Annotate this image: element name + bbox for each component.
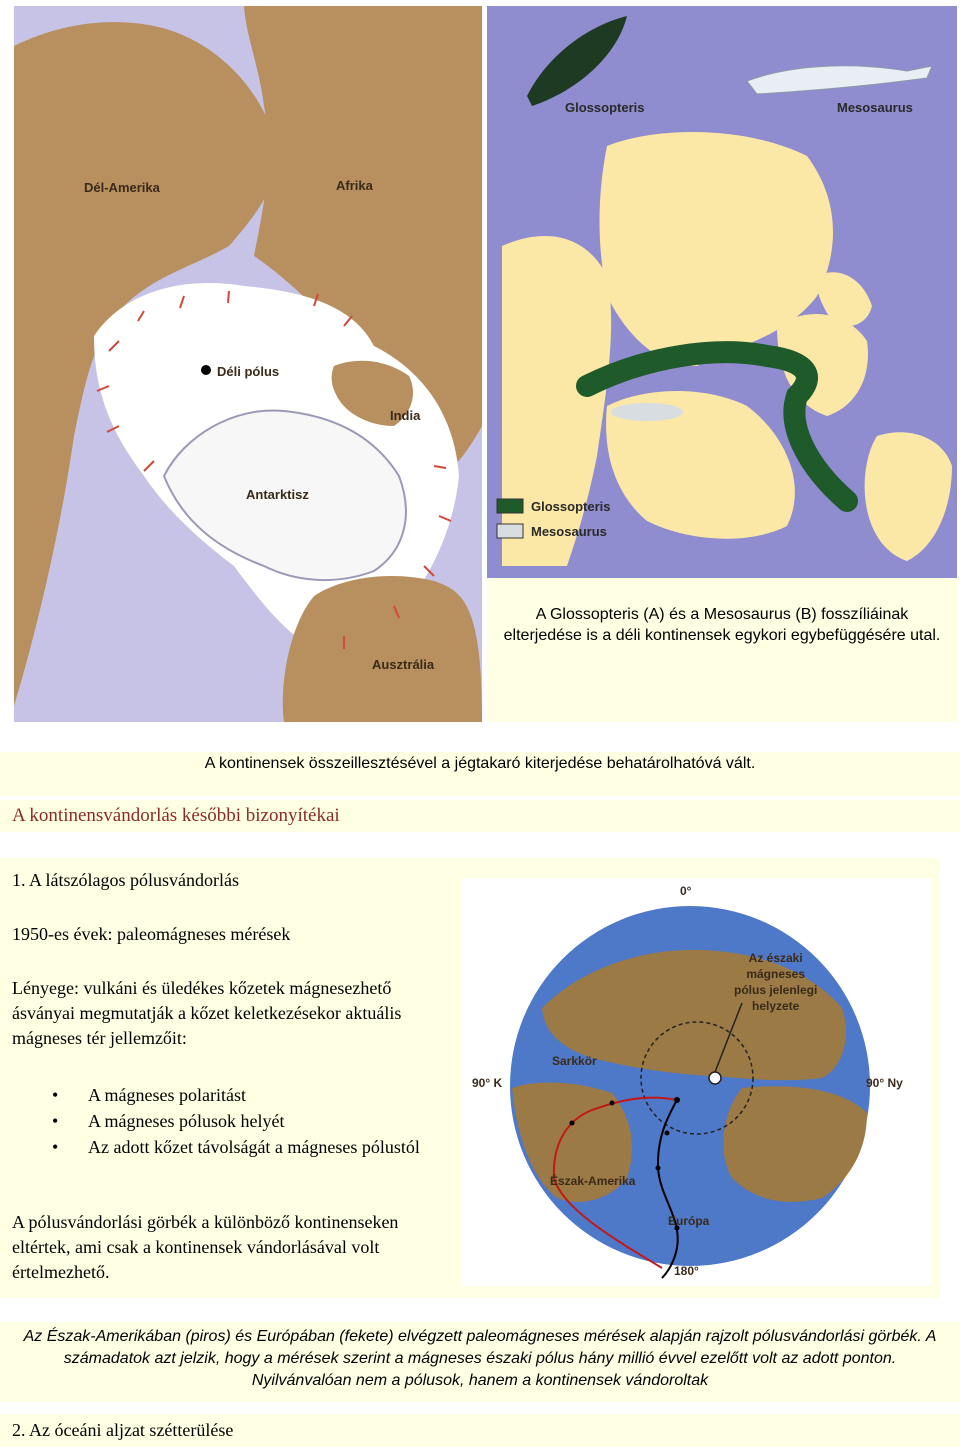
fossil-distribution-map [487, 6, 957, 578]
label-india: India [390, 408, 421, 423]
land-australia [865, 432, 952, 561]
fossil-caption: A Glossopteris (A) és a Mesosaurus (B) fosszíliáinak elterjedése is a déli kontinensek egykori egybefüggésére utal. [503, 606, 941, 644]
globe-label-top: 0° [680, 884, 692, 898]
legend-label-glossopteris: Glossopteris [531, 499, 611, 514]
globe-label-arctic-circle: Sarkkör [552, 1054, 597, 1068]
label-australia: Ausztrália [372, 657, 435, 672]
pole-note-line: mágneses [746, 967, 806, 981]
mesosaurus-patch [611, 403, 683, 421]
label-south-pole: Déli pólus [217, 364, 280, 379]
legend-label-mesosaurus: Mesosaurus [531, 524, 607, 539]
heading-later-evidence: A kontinensvándorlás későbbi bizonyítékai [12, 805, 340, 826]
globe-label-europe: Európa [668, 1214, 710, 1228]
fossil-map-graphic [487, 6, 957, 578]
paleomag-caption-box [0, 1322, 960, 1402]
section1-title: 1. A látszólagos pólusvándorlás [12, 870, 239, 890]
bullet-item: • Az adott kőzet távolságát a mágneses pólustól [52, 1134, 432, 1160]
header-label-glossopteris: Glossopteris [565, 100, 645, 115]
bullet-item: • A mágneses pólusok helyét [52, 1108, 432, 1134]
globe-label-north-america: Észak-Amerika [550, 1174, 636, 1188]
section1-line1: 1950-es évek: paleomágneses mérések [12, 924, 291, 944]
pole-note-line: helyzete [752, 999, 800, 1013]
fossil-caption-box [487, 578, 957, 722]
section1-paragraph: Lényege: vulkáni és üledékes kőzetek mágnesezhető ásványai megmutatják a kőzet keletkezésekor aktuális mágneses tér jellemzőit: [12, 978, 402, 1048]
section2-row [0, 1414, 960, 1447]
ice-caption-row [0, 752, 960, 796]
pole-note-line: pólus jelenlegi [734, 983, 818, 997]
legend-swatch-mesosaurus [497, 524, 523, 538]
ice-sheet-map [14, 6, 482, 722]
globe-pole-note [734, 950, 817, 1014]
polar-wander-globe [462, 878, 932, 1286]
mesosaurus-icon [747, 66, 932, 94]
label-africa: Afrika [336, 178, 373, 193]
land-south-america [502, 236, 611, 566]
label-south-america: Dél-Amerika [84, 180, 160, 195]
current-pole-marker [709, 1072, 721, 1084]
globe-label-bottom: 180° [674, 1264, 699, 1278]
section1-conclusion: A pólusvándorlási görbék a különböző kontinenseken eltértek, ami csak a kontinensek vándorlásával volt értelmezhető. [12, 1212, 399, 1282]
globe-label-left: 90° K [472, 1076, 503, 1090]
globe-label-right: 90° Ny [866, 1076, 903, 1090]
glossopteris-leaf-icon [527, 16, 627, 106]
globe-land-east [723, 1086, 867, 1202]
heading-row [0, 800, 960, 832]
section2-title: 2. Az óceáni aljzat szétterülése [12, 1420, 234, 1440]
label-antarctica: Antarktisz [246, 487, 309, 502]
paleomag-caption: Az Észak-Amerikában (piros) és Európában (fekete) elvégzett paleomágneses mérések alapján rajzolt pólusvándorlási görbék. A számadatok azt jelzik, hogy a mérések szerint a mágneses északi pólus hány millió évvel ezelőtt volt az adott ponton. Nyilvánvalóan nem a pólusok, hanem a kontinensek vándoroltak [23, 1328, 937, 1389]
pole-note-line: Az északi [748, 951, 803, 965]
header-label-mesosaurus: Mesosaurus [837, 100, 913, 115]
australia-shape [283, 576, 482, 722]
bullet-item: • A mágneses polaritást [52, 1082, 432, 1108]
legend-swatch-glossopteris [497, 499, 523, 513]
ice-caption: A kontinensek összeillesztésével a jégtakaró kiterjedése behatárolhatóvá vált. [204, 755, 756, 772]
section1-bullet-list [52, 1082, 432, 1160]
